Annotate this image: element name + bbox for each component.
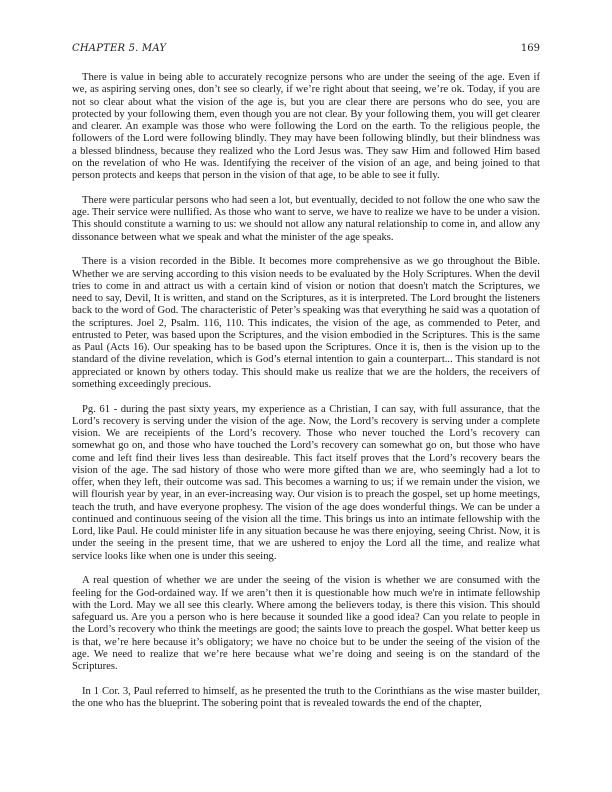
- paragraph-5: A real question of whether we are under the seeing of the vision is whether we are consumed with the feeling for the God-ordained way. If we aren’t then it is questionable how much we're in intimate fellowship with the Lord. May we all see this clearly. Where among the believers today, is there this vision. This should safeguard us. Are you a person who is here because it sounded like a good idea? Can you relate to people in the Lord’s recovery who think the meetings are good; the saints love to preach the gospel. What better keep us is that, we’re here because it’s obligatory; we have no choice but to be under the seeing of the vision of the age. We need to realize that we’re here because what we’re doing and seeing is on the standard of the Scriptures.: [72, 575, 540, 672]
- paragraph-6: In 1 Cor. 3, Paul referred to himself, as he presented the truth to the Corinthians as the wise master builder, the one who has the blueprint. The sobering point that is revealed towards the end of the chapter,: [72, 685, 540, 709]
- paragraph-4: Pg. 61 - during the past sixty years, my experience as a Christian, I can say, with full assurance, that the Lord’s recovery is serving under the vision of the age. Now, the Lord’s recovery is serving under a complete vision. We are receipients of the Lord’s recovery. Those who never touched the Lord’s recovery can somewhat go on, and those who have touched the Lord’s recovery can somewhat go on, but those who have come and left find their lives less than desireable. This fact itself proves that the Lord’s recovery bears the vision of the age. The sad history of those who were more gifted than we are, who seemingly had a lot to offer, when they left, their outcome was sad. This becomes a warning to us; if we remain under the vision, we will flourish year by year, in an ever-increasing way. Our vision is to preach the gospel, set up home meetings, teach the truth, and have everyone prophesy. The vision of the age does wonderful things. We can be under a continued and continuous seeing of the vision all the time. This brings us into an intimate fellowship with the Lord, like Paul. He could minister life in any situation because he was there enjoying, seeing Christ. Now, it is under the seeing in the present time, that we are ushered to enjoy the Lord all the time, and realize what service looks like when one is under this seeing.: [72, 403, 540, 562]
- body-text: [72, 72, 540, 723]
- running-head: [72, 42, 540, 56]
- paragraph-3: There is a vision recorded in the Bible. It becomes more comprehensive as we go throughout the Bible. Whether we are serving according to this vision needs to be evaluated by the Holy Scriptures. When the devil tries to come in and attract us with a certain kind of vision or notion that doesn't match the Scriptures, we need to say, Devil, It is written, and stand on the Scriptures, as it is interpreted. The Lord brought the listeners back to the word of God. The characteristic of Peter’s speaking was that everything he said was a quotation of the scriptures. Joel 2, Psalm. 116, 110. This indicates, the vision of the age, as commended to Peter, and entrusted to Peter, was based upon the Scriptures, and the vision embodied in the Scriptures. This is the same as Paul (Acts 16). Our speaking has to be based upon the Scriptures. Once it is, then is the vision up to the standard of the divine revelation, which is God’s eternal intention to gain a counterpart... This standard is not appreciated or known by others today. This should make us realize that we are the holders, the receivers of something exceedingly precious.: [72, 256, 540, 390]
- page-number: 169: [520, 43, 540, 54]
- paragraph-1: There is value in being able to accurately recognize persons who are under the seeing of the age. Even if we, as aspiring serving ones, don’t see so clearly, if we’re right about that seeing, we’re ok. Today, if you are not so clear about what the vision of the age is, but you are clear there are persons who do see, you are protected by your following them, even though you are not clear. By your following them, you will get clearer and clearer. An example was those who were following the Lord on the earth. To the religious people, the followers of the Lord were following blindly. They may have been following blindly, but their blindness was a blessed blindness, because they realized who the Lord Jesus was. They saw Him and followed Him based on the revelation of who He was. Identifying the receiver of the vision of an age, and being joined to that person protects and keeps that person in the vision of that age, to be able to see it fully.: [72, 72, 540, 181]
- paragraph-2: There were particular persons who had seen a lot, but eventually, decided to not follow the one who saw the age. Their service were nullified. As those who want to serve, we have to realize we have to be under a vision. This should constitute a warning to us: we should not allow any natural relationship to come in, and allow any dissonance between what we speak and what the minister of the age speaks.: [72, 194, 540, 243]
- chapter-title: CHAPTER 5. MAY: [72, 43, 167, 54]
